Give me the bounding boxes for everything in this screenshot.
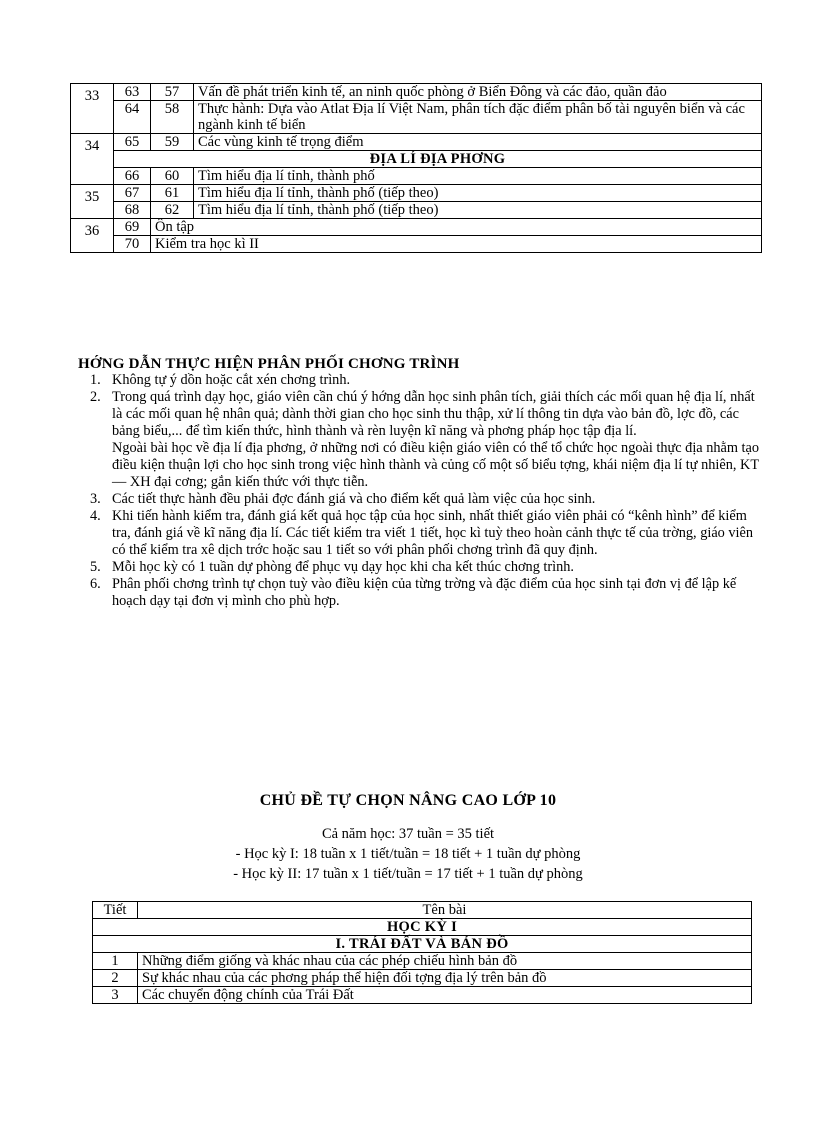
list-item <box>90 491 762 508</box>
title-cell: Các vùng kinh tế trọng điểm <box>194 134 762 151</box>
week-cell: 33 <box>71 84 114 134</box>
list-number: 4. <box>90 508 101 524</box>
list-item <box>90 372 762 389</box>
lesson-cell: 63 <box>114 84 151 101</box>
list-number: 6. <box>90 576 101 592</box>
guide-list <box>90 372 762 610</box>
lesson-cell: 64 <box>114 101 151 134</box>
list-item <box>90 559 762 576</box>
table-row <box>71 236 762 253</box>
table-row <box>71 219 762 236</box>
semester-2-summary: - Học kỳ II: 17 tuần x 1 tiết/tuần = 17 tiết + 1 tuần dự phòng <box>233 866 583 882</box>
list-text: Khi tiến hành kiểm tra, đánh giá kết quả học tập của học sinh, nhất thiết giáo viên phải có “kênh hình” để kiểm tra, đánh giá về kĩ năng địa lí. Các tiết kiểm tra viết 1 tiết, học kì tuỳ theo hoàn cảnh thực tế của trờng, giáo viên có thể kiểm tra xê dịch trớc hoặc sau 1 tiết so với phân phối chơng trình đã quy định. <box>112 508 754 558</box>
semester-label: HỌC KỲ I <box>93 919 752 936</box>
lesson-cell: 65 <box>114 134 151 151</box>
list-number: 3. <box>90 491 101 507</box>
title-cell: Tìm hiểu địa lí tỉnh, thành phố (tiếp theo) <box>194 202 762 219</box>
table-row <box>93 970 752 987</box>
list-number: 5. <box>90 559 101 575</box>
table-header-row <box>93 902 752 919</box>
list-number: 2. <box>90 389 101 405</box>
week-cell: 34 <box>71 134 114 185</box>
column-header-tiet: Tiết <box>93 902 138 919</box>
week-cell: 35 <box>71 185 114 219</box>
list-text: Ngoài bài học về địa lí địa phơng, ở những nơi có điều kiện giáo viên có thể tổ chức học ngoài thực địa nhằm tạo điều kiện thuận lợi cho học sinh trong việc hình thành và củng cố một số biểu tợng, khái niệm địa lí tự nhiên, KT — XH đại cơng; gắn kiến thức với thực tiễn. <box>112 440 760 490</box>
lesson-title-cell: Các chuyển động chính của Trái Đất <box>138 987 752 1004</box>
title-cell: Kiểm tra học kì II <box>151 236 762 253</box>
table-row <box>71 101 762 134</box>
semester-1-summary: - Học kỳ I: 18 tuần x 1 tiết/tuần = 18 tiết + 1 tuần dự phòng <box>235 846 581 862</box>
table-row <box>71 202 762 219</box>
table-row <box>71 168 762 185</box>
guide-heading: HỚNG DẪN THỰC HIỆN PHÂN PHỐI CHƠNG TRÌNH <box>78 356 460 372</box>
period-cell: 2 <box>93 970 138 987</box>
column-header-tenbai: Tên bài <box>138 902 752 919</box>
lesson-cell: 68 <box>114 202 151 219</box>
section-row <box>71 151 762 168</box>
lesson-title-cell: Những điểm giống và khác nhau của các phép chiếu hình bản đồ <box>138 953 752 970</box>
list-text: Không tự ý dồn hoặc cắt xén chơng trình. <box>112 372 351 388</box>
table-row <box>71 84 762 101</box>
list-text: Mỗi học kỳ có 1 tuần dự phòng để phục vụ dạy học khi cha kết thúc chơng trình. <box>112 559 574 575</box>
list-text: Các tiết thực hành đều phải đợc đánh giá và cho điểm kết quả làm việc của học sinh. <box>112 491 596 507</box>
week-cell: 36 <box>71 219 114 253</box>
number-cell: 62 <box>151 202 194 219</box>
schedule-table <box>70 83 762 253</box>
elective-table <box>92 901 752 1004</box>
list-text: Phân phối chơng trình tự chọn tuỳ vào điều kiện của từng trờng và đặc điểm của học sinh tại đơn vị để lập kế hoạch dạy tại đơn vị mình cho phù hợp. <box>112 576 737 609</box>
elective-title: CHỦ ĐỀ TỰ CHỌN NÂNG CAO LỚP 10 <box>259 792 557 809</box>
lesson-cell: 70 <box>114 236 151 253</box>
title-cell: Tìm hiểu địa lí tỉnh, thành phố (tiếp theo) <box>194 185 762 202</box>
table-row <box>93 987 752 1004</box>
chapter-row <box>93 936 752 953</box>
list-text: Trong quá trình dạy học, giáo viên cần chú ý hớng dẫn học sinh phân tích, giải thích các mối quan hệ địa lí, nhất là các mối quan hệ nhân quả; dành thời gian cho học sinh thu thập, xử lí thông tin dựa vào bản đồ, lợc đồ, các bảng biểu,... để tìm kiến thức, hình thành và rèn luyện kĩ năng và phơng pháp học tập địa lí. <box>112 389 755 439</box>
number-cell: 57 <box>151 84 194 101</box>
list-item <box>90 508 762 559</box>
title-cell: Vấn đề phát triển kinh tế, an ninh quốc phòng ở Biển Đông và các đảo, quần đảo <box>194 84 762 101</box>
title-cell: Tìm hiểu địa lí tỉnh, thành phố <box>194 168 762 185</box>
list-number: 1. <box>90 372 101 388</box>
chapter-label: I. TRÁI ĐẤT VÀ BẢN ĐỒ <box>93 936 752 953</box>
number-cell: 58 <box>151 101 194 134</box>
year-summary: Cả năm học: 37 tuần = 35 tiết <box>321 826 495 842</box>
semester-row <box>93 919 752 936</box>
lesson-cell: 67 <box>114 185 151 202</box>
table-row <box>71 185 762 202</box>
table-row <box>71 134 762 151</box>
list-item <box>90 576 762 610</box>
table-row <box>93 953 752 970</box>
number-cell: 59 <box>151 134 194 151</box>
period-cell: 3 <box>93 987 138 1004</box>
section-label: ĐỊA LÍ ĐỊA PHƠNG <box>114 151 762 168</box>
lesson-title-cell: Sự khác nhau của các phơng pháp thể hiện đối tợng địa lý trên bản đồ <box>138 970 752 987</box>
number-cell: 60 <box>151 168 194 185</box>
list-item <box>90 389 762 491</box>
title-cell: Thực hành: Dựa vào Atlat Địa lí Việt Nam, phân tích đặc điểm phân bố tài nguyên biển và các ngành kinh tế biển <box>194 101 762 134</box>
number-cell: 61 <box>151 185 194 202</box>
period-cell: 1 <box>93 953 138 970</box>
lesson-cell: 66 <box>114 168 151 185</box>
lesson-cell: 69 <box>114 219 151 236</box>
title-cell: Ôn tập <box>151 219 762 236</box>
